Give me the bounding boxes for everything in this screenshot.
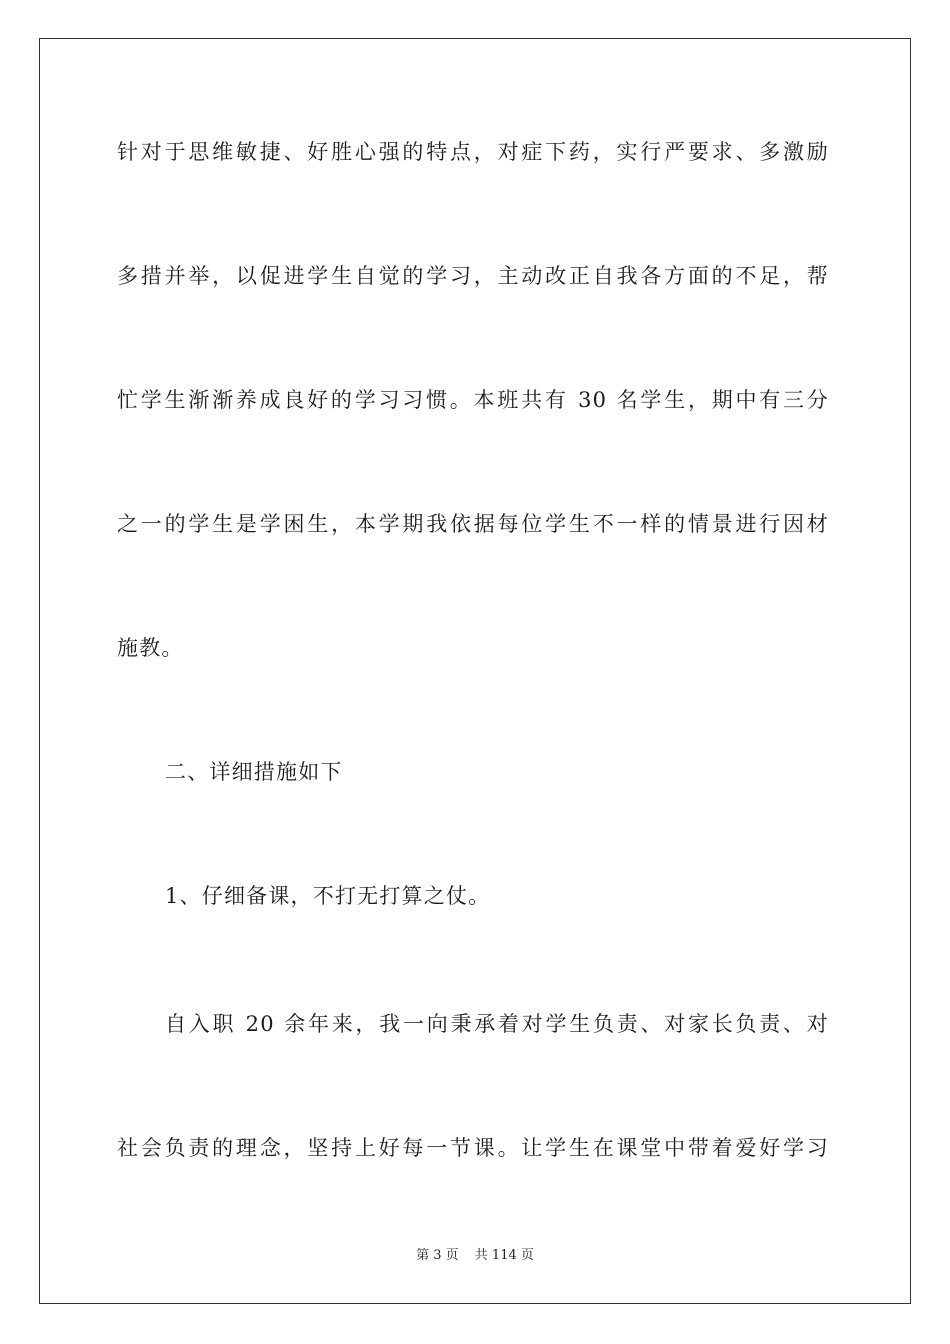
body-line-3: 忙学生渐渐养成良好的学习习惯。本班共有 30 名学生，期中有三分 bbox=[117, 388, 829, 412]
page-footer bbox=[0, 1247, 950, 1265]
body-line-9: 社会负责的理念，坚持上好每一节课。让学生在课堂中带着爱好学习 bbox=[117, 1136, 829, 1160]
subsection-heading: 1、仔细备课，不打无打算之仗。 bbox=[165, 884, 491, 908]
page-border bbox=[39, 38, 911, 1304]
body-line-4: 之一的学生是学困生，本学期我依据每位学生不一样的情景进行因材 bbox=[117, 512, 829, 536]
page-number: 第 3 页 bbox=[416, 1248, 459, 1263]
body-line-2: 多措并举，以促进学生自觉的学习，主动改正自我各方面的不足，帮 bbox=[117, 264, 829, 288]
body-line-5: 施教。 bbox=[117, 636, 184, 660]
section-heading: 二、详细措施如下 bbox=[165, 760, 343, 784]
body-line-1: 针对于思维敏捷、好胜心强的特点，对症下药，实行严要求、多激励 bbox=[117, 140, 829, 164]
body-line-8: 自入职 20 余年来，我一向秉承着对学生负责、对家长负责、对 bbox=[165, 1012, 829, 1036]
page-total: 共 114 页 bbox=[474, 1248, 534, 1263]
